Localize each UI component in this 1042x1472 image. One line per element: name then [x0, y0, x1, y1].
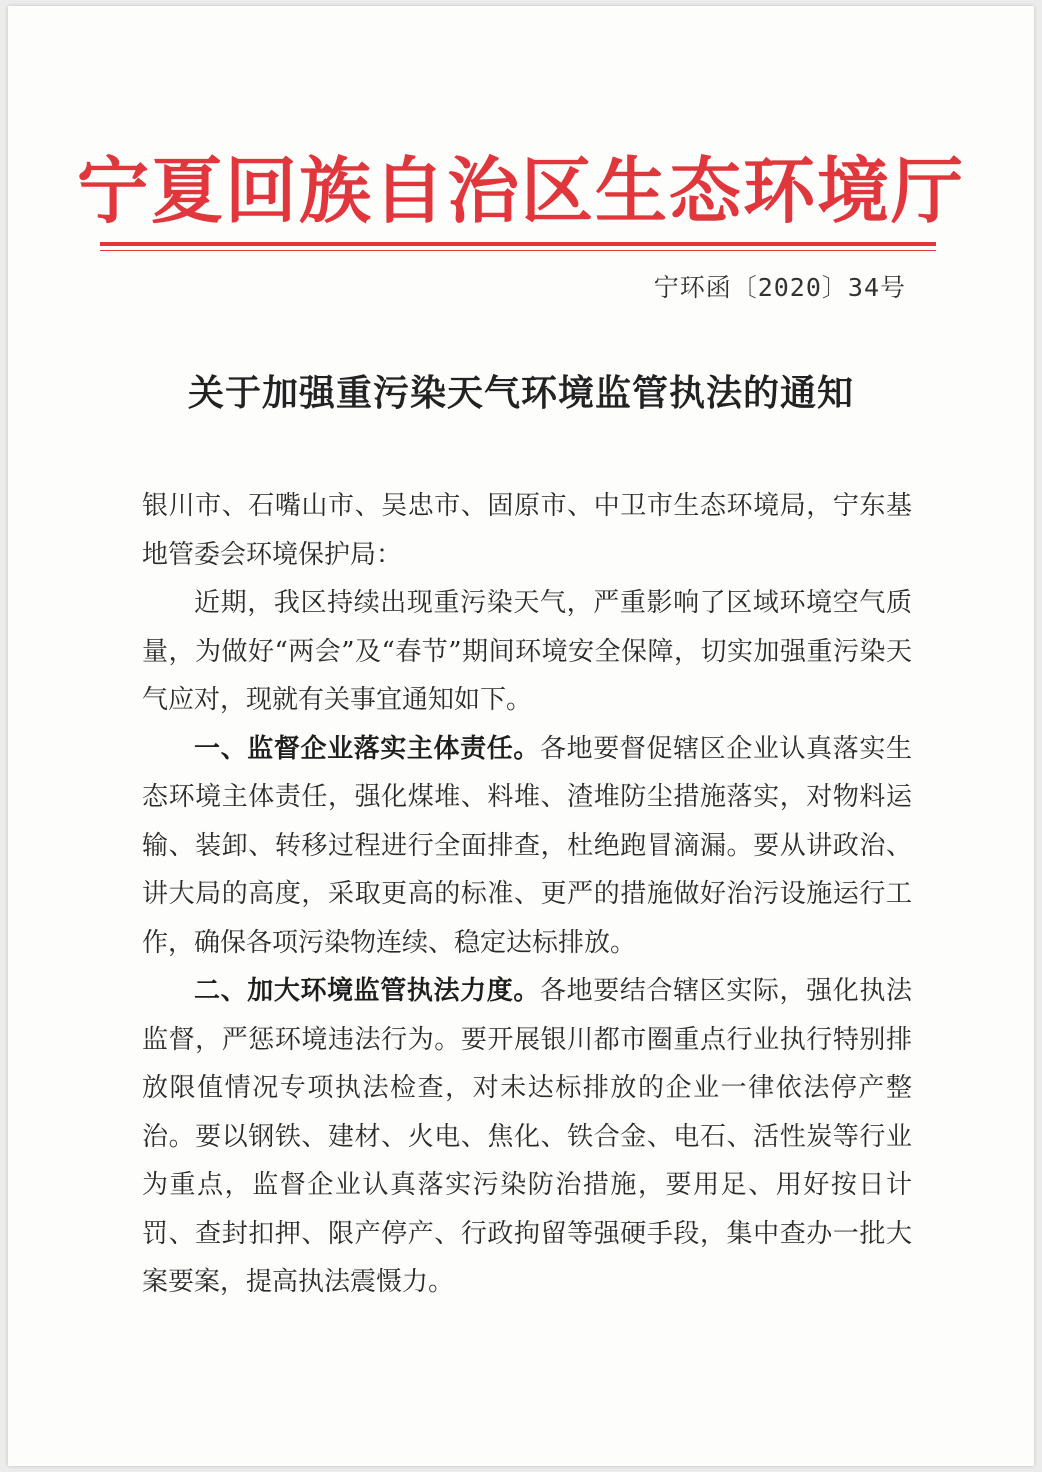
intro-paragraph: 近期，我区持续出现重污染天气，严重影响了区域环境空气质量，为做好“两会”及“春节”期间环境安全保障，切实加强重污染天气应对，现就有关事宜通知如下。 — [142, 588, 912, 715]
document-page — [8, 6, 1034, 1466]
letterhead-red-rule-thin — [100, 250, 936, 251]
section-heading-1: 一、监督企业落实主体责任。 — [194, 733, 540, 764]
section-text-1: 各地要督促辖区企业认真落实生态环境主体责任，强化煤堆、料堆、渣堆防尘措施落实，对物料运输、装卸、转移过程进行全面排查，杜绝跑冒滴漏。要从讲政治、讲大局的高度，采取更高的标准、更严的措施做好治污设施运行工作，确保各项污染物连续、稳定达标排放。 — [142, 733, 912, 958]
document-body — [142, 482, 912, 1307]
document-title: 关于加强重污染天气环境监管执法的通知 — [187, 373, 854, 414]
section-paragraph-1 — [142, 725, 912, 968]
section-paragraph-2 — [142, 967, 912, 1307]
letterhead-organization: 宁夏回族自治区生态环境厅 — [76, 148, 965, 233]
addressee: 银川市、石嘴山市、吴忠市、固原市、中卫市生态环境局，宁东基地管委会环境保护局： — [142, 491, 912, 570]
section-heading-2: 二、加大环境监管执法力度。 — [194, 976, 540, 1006]
document-number: 宁环函〔2020〕34号 — [653, 273, 906, 302]
section-text-2: 各地要结合辖区实际，强化执法监督，严惩环境违法行为。要开展银川都市圈重点行业执行特别排放限值情况专项执法检查，对未达标排放的企业一律依法停产整治。要以钢铁、建材、火电、焦化、铁合金、电石、活性炭等行业为重点，监督企业认真落实污染防治措施，要用足、用好按日计罚、查封扣押、限产停产、行政拘留等强硬手段，集中查办一批大案要案，提高执法震慑力。 — [142, 976, 912, 1297]
letterhead-red-rule — [100, 242, 936, 246]
